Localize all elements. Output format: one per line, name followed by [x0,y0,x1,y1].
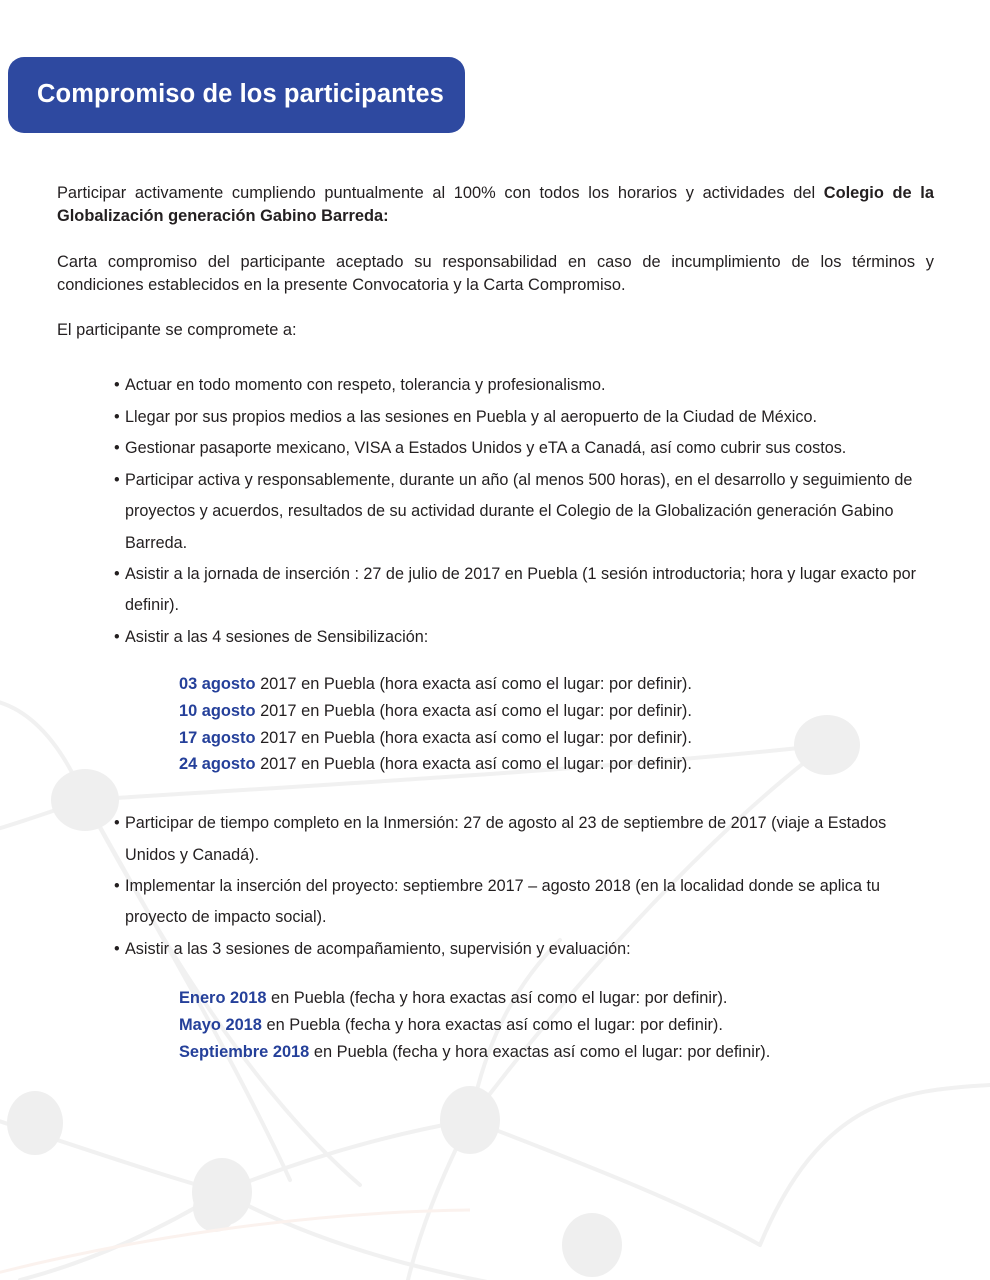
list-item: • Implementar la inserción del proyecto: septiembre 2017 – agosto 2018 (en la localidad donde se aplica tu proyecto de impacto social). [57,871,934,934]
intro-paragraph-1-lead: Participar activamente cumpliendo puntualmente al 100% con todos los horarios y actividades del [57,184,824,202]
session-entry [57,1039,934,1066]
session-detail: 2017 en Puebla (hora exacta así como el lugar: por definir). [255,675,692,694]
list-item: • Gestionar pasaporte mexicano, VISA a Estados Unidos y eTA a Canadá, así como cubrir sus costos. [57,433,934,464]
list-item: • Asistir a las 3 sesiones de acompañamiento, supervisión y evaluación: [57,934,934,965]
session-detail: 2017 en Puebla (hora exacta así como el lugar: por definir). [255,755,692,774]
session-detail: 2017 en Puebla (hora exacta así como el lugar: por definir). [255,728,692,747]
document-body [57,182,934,1066]
session-date: Enero 2018 [179,989,267,1008]
intro-paragraph-2: Carta compromiso del participante aceptado su responsabilidad en caso de incumplimiento de los términos y condiciones establecidos en la presente Convocatoria y la Carta Compromiso. [57,252,934,294]
page-title: Compromiso de los participantes [37,80,444,109]
intro-paragraph-3: El participante se compromete a: [57,321,297,340]
list-item: • Llegar por sus propios medios a las sesiones en Puebla y al aeropuerto de la Ciudad de México. [57,402,934,433]
session-detail: en Puebla (fecha y hora exactas así como el lugar: por definir). [309,1042,771,1061]
followup-sessions-list [57,985,934,1065]
session-entry [57,671,934,698]
list-item: • Asistir a la jornada de inserción : 27 de julio de 2017 en Puebla (1 sesión introductoria; hora y lugar exacto por definir). [57,559,934,622]
commitments-list-group-1 [57,370,934,653]
session-date: 24 agosto [179,755,256,774]
commitments-list-group-2 [57,808,934,965]
paragraph-gap [57,297,934,319]
session-entry [57,751,934,778]
session-entry [57,1012,934,1039]
session-detail: 2017 en Puebla (hora exacta así como el lugar: por definir). [255,702,692,721]
session-detail: en Puebla (fecha y hora exactas así como el lugar: por definir). [266,989,728,1008]
list-item: • Asistir a las 4 sesiones de Sensibilización: [57,622,934,653]
session-entry [57,698,934,725]
intro-paragraph-1 [57,182,934,229]
sensitization-sessions-list [57,671,934,778]
session-date: 17 agosto [179,728,256,747]
intro-paragraph-1-bold: Colegio de la Globalización generación Gabino Barreda: [57,184,934,226]
session-date: 10 agosto [179,702,256,721]
section-gap [57,778,934,808]
session-entry [57,725,934,752]
session-date: Septiembre 2018 [179,1042,310,1061]
paragraph-gap [57,229,934,251]
session-entry [57,985,934,1012]
list-item: • Participar activa y responsablemente, durante un año (al menos 500 horas), en el desarrollo y seguimiento de proyectos y acuerdos, resultados de su actividad durante el Colegio de la Globalización generación Gabino Barreda. [57,465,934,559]
session-date: 03 agosto [179,675,256,694]
section-banner [8,57,465,133]
session-detail: en Puebla (fecha y hora exactas así como el lugar: por definir). [261,1016,723,1035]
list-item: • Actuar en todo momento con respeto, tolerancia y profesionalismo. [57,370,934,401]
session-date: Mayo 2018 [179,1016,262,1035]
list-item: • Participar de tiempo completo en la Inmersión: 27 de agosto al 23 de septiembre de 2017 (viaje a Estados Unidos y Canadá). [57,808,934,871]
